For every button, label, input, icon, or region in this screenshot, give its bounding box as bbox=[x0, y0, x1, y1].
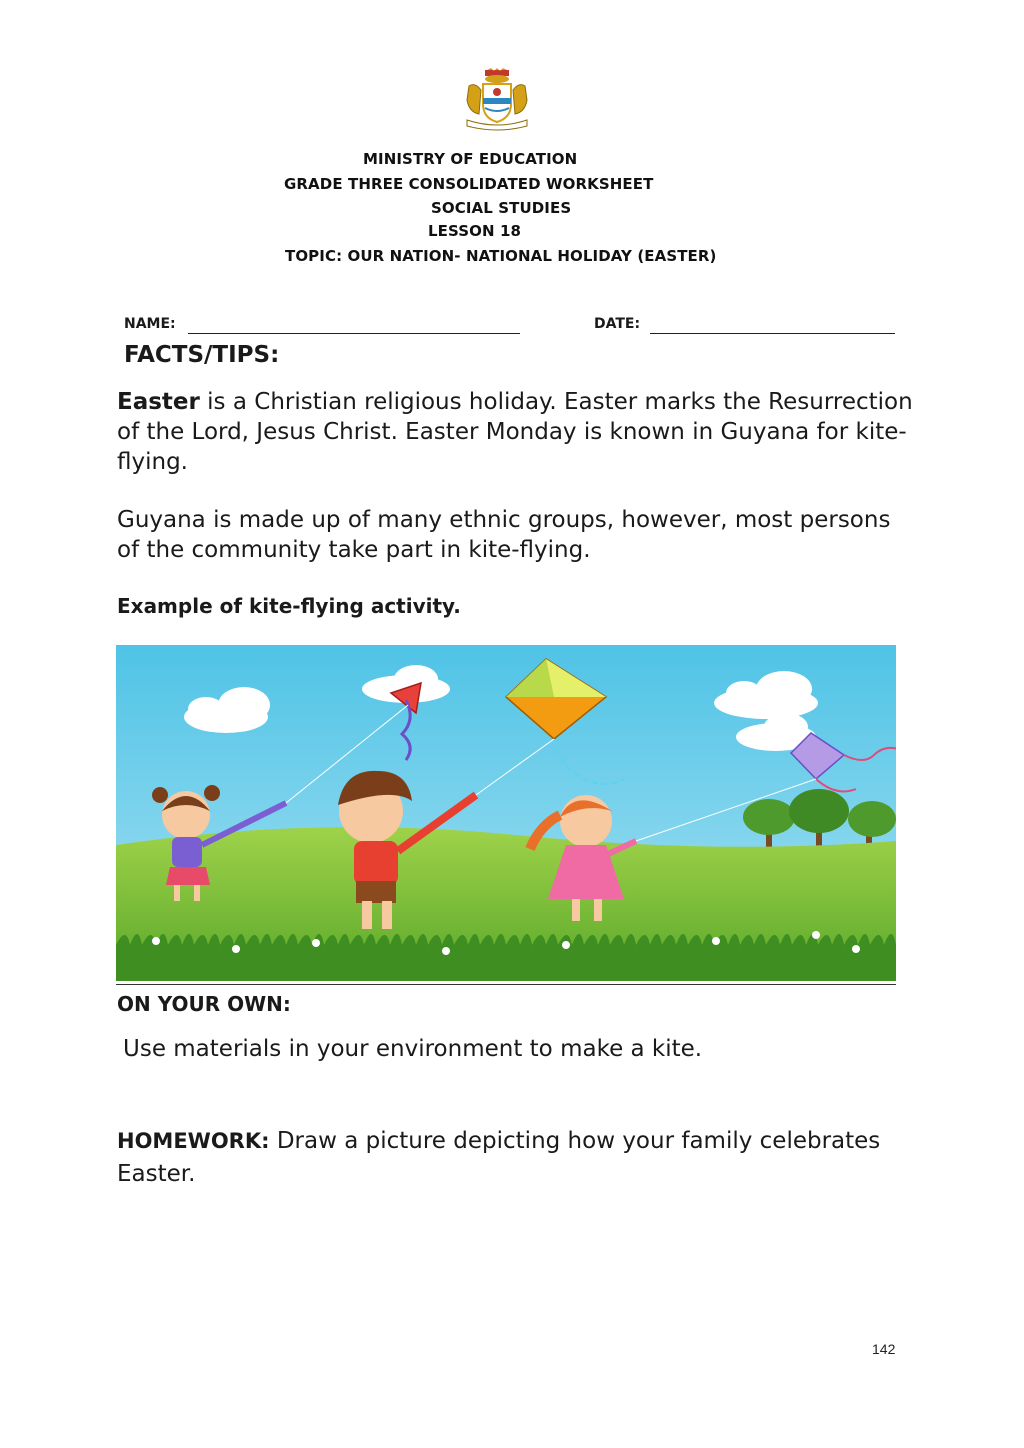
facts-paragraph-1-text: is a Christian religious holiday. Easter marks the Resurrection of the Lord, Jesus Christ. Easter Monday is known in Guyana for kite- flying. bbox=[117, 389, 913, 475]
facts-paragraph-2: Guyana is made up of many ethnic groups, however, most persons of the community take part in kite-flying. bbox=[117, 507, 891, 563]
header-subject: SOCIAL STUDIES bbox=[431, 199, 572, 217]
header-topic: TOPIC: OUR NATION- NATIONAL HOLIDAY (EASTER) bbox=[285, 247, 717, 265]
header-worksheet: GRADE THREE CONSOLIDATED WORKSHEET bbox=[284, 175, 654, 193]
homework-text: Draw a picture depicting how your family celebrates Easter. bbox=[117, 1128, 881, 1187]
facts-title: FACTS/TIPS: bbox=[124, 342, 280, 368]
date-field[interactable] bbox=[650, 333, 895, 334]
on-your-own-text: Use materials in your environment to make a kite. bbox=[123, 1036, 703, 1062]
kite-flying-illustration bbox=[116, 645, 896, 981]
name-label: NAME: bbox=[124, 316, 176, 332]
on-your-own-title: ON YOUR OWN: bbox=[117, 992, 291, 1016]
example-caption: Example of kite-flying activity. bbox=[117, 594, 461, 618]
header-ministry: MINISTRY OF EDUCATION bbox=[363, 150, 578, 168]
coat-of-arms-icon bbox=[463, 68, 531, 132]
divider-line bbox=[116, 984, 896, 985]
page-number: 142 bbox=[872, 1341, 896, 1357]
easter-bold-word: Easter bbox=[117, 389, 200, 415]
date-label: DATE: bbox=[594, 316, 641, 332]
facts-paragraph-1 bbox=[117, 387, 917, 477]
name-date-row bbox=[0, 316, 1024, 338]
name-field[interactable] bbox=[188, 333, 520, 334]
kite-flying-scene bbox=[116, 645, 896, 981]
homework-block bbox=[117, 1125, 917, 1191]
homework-label: HOMEWORK: bbox=[117, 1129, 270, 1153]
header-lesson: LESSON 18 bbox=[428, 222, 522, 240]
